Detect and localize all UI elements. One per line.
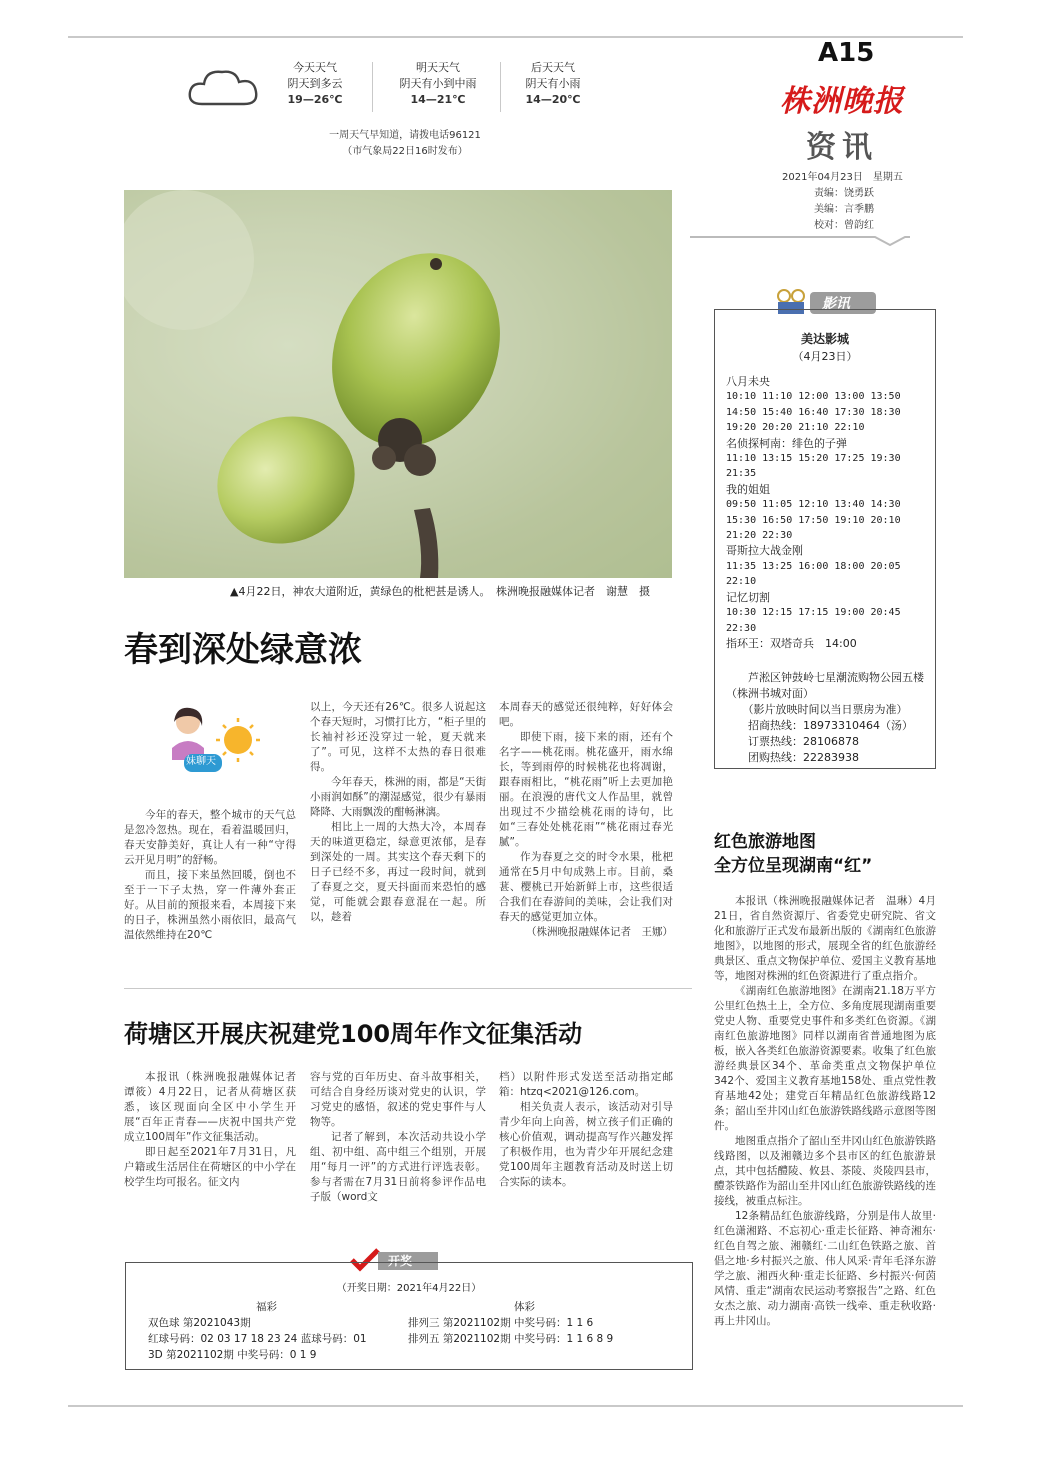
fucai-line: 3D 第2021102期 中奖号码：0 1 9 (148, 1349, 317, 1361)
movie-times: 19:20 20:20 21:10 22:10 (726, 422, 865, 434)
group-hotline: 团购热线：22283938 (748, 751, 859, 764)
article2-title: 荷塘区开展庆祝建党100周年作文征集活动 (124, 1020, 583, 1048)
article1-paragraph: 今年春天，株洲的雨，都是“天街小雨润如酥”的潮湿感觉，很少有暴雨降降、大雨飘泼的酣畅淋漓。 (310, 776, 486, 818)
lottery-box (125, 1262, 693, 1370)
article1-col2 (310, 700, 486, 925)
ticai-label: 体彩 (514, 1301, 535, 1313)
article2-col1 (124, 1070, 307, 1190)
section-rule (124, 988, 692, 989)
movie-times: 09:50 11:05 12:10 13:40 14:30 (726, 499, 901, 511)
movie-times: 15:30 16:50 17:50 19:10 20:10 (726, 514, 901, 526)
article1-byline: （株洲晚报融媒体记者 王娜） (526, 926, 673, 938)
loquat-photo (124, 190, 672, 578)
editor-credit: 责编：饶勇跃 (814, 188, 874, 199)
weather-today-label: 今天天气 (293, 61, 337, 74)
movie-times: 11:35 13:25 16:00 18:00 20:05 (726, 560, 901, 572)
proof-credit: 校对：曾韵红 (814, 220, 874, 231)
article2-col3 (499, 1070, 673, 1190)
weather-after-desc: 阴天有小雨 (525, 77, 581, 90)
article3-paragraph: 《湖南红色旅游地图》在湖南21.18万平方公里红色热土上，全方位、多角度展现湖南重要党史人物、重要党史事件和多类红色资源。《湖南红色旅游地图》同样以湖南省普通地图为底板，嵌入各类红色旅游资源要素。收集了红色旅游经典景区34个、革命类重点文物保护单位342个、爱国主义教育基地158处、重点党性教育基地42处；建党百年精品红色旅游线路12条；韶山至井冈山红色旅游铁路线路示意图等图件。 (714, 985, 936, 1132)
fucai-line: 双色球 第2021043期 (148, 1317, 251, 1329)
newspaper-brand: 株洲晚报 (780, 84, 904, 119)
movie-times: 22:30 (726, 622, 757, 634)
weather-cloud-icon (184, 64, 264, 110)
cinema-date: （4月23日） (792, 350, 858, 363)
article1-paragraph: 以上，今天还有26℃。很多人说起这个春天短时，习惯打比方，“柜子里的长袖衬衫还没穿过一轮，夏天就来了”。可见，这样不太热的春日很难得。 (310, 701, 486, 773)
movie-title: 名侦探柯南：绯色的子弹 (726, 436, 847, 450)
ticket-hotline: 订票热线：28106878 (748, 735, 859, 748)
article2-col2 (310, 1070, 486, 1205)
article2-paragraph: 本报讯（株洲晚报融媒体记者 谭筱）4月22日，记者从荷塘区获悉，该区现面向全区中小学生开展“百年正青春——庆祝中国共产党成立100周年”作文征集活动。 (124, 1071, 307, 1143)
masthead-meta (782, 170, 932, 234)
article1-paragraph: 今年的春天，整个城市的天气总是忽冷忽热。现在，看着温暖回归，春天安静美好，真让人有一种“守得云开见月明”的舒畅。 (124, 809, 296, 866)
article3-title-line2: 全方位呈现湖南“红” (714, 856, 873, 876)
biz-hotline: 招商热线：18973310464（汤） (748, 719, 913, 732)
designer-credit: 美编：言季鹏 (814, 204, 874, 215)
section-title: 资讯 (806, 130, 878, 165)
article1-col3 (499, 700, 673, 940)
ticai-line: 排列三 第2021102期 中奖号码：1 1 6 (408, 1317, 594, 1329)
lottery-badge-label: 开奖 (388, 1254, 413, 1268)
weather-hotline: 一周天气早知道，请拨电话96121 (329, 130, 481, 141)
article3-body (714, 894, 936, 1329)
column-label: 妹聊天 (186, 756, 216, 767)
movie-times: 22:10 (726, 576, 757, 588)
article1-paragraph: 作为春夏之交的时令水果，枇杷通常在5月中旬成熟上市。目前，桑葚、樱桃已开始新鲜上市，这些很适合我们在春游间的美味，会让我们对春天的感觉更加立体。 (499, 851, 673, 923)
cinema-address: 芦淞区钟鼓岭七星潮流购物公园五楼（株洲书城对面） (726, 671, 924, 700)
movie-title: 记忆切割 (726, 590, 770, 604)
movie-times: 21:35 (726, 468, 757, 480)
movie-times: 10:30 12:15 17:15 19:00 20:45 (726, 607, 901, 619)
fucai-line: 红球号码：02 03 17 18 23 24 蓝球号码：01 (148, 1333, 367, 1345)
issue-date: 2021年04月23日 星期五 (782, 172, 903, 183)
cinema-name: 美达影城 (800, 332, 849, 346)
movie-title: 指环王：双塔奇兵 14:00 (726, 636, 857, 650)
article1-col1 (124, 808, 296, 943)
article1-paragraph: 即使下雨，接下来的雨，还有个名字——桃花雨。桃花盛开，雨水绵长，等到雨停的时候桃花也将凋谢，跟春雨相比，“桃花雨”听上去更加艳丽。在浪漫的唐代文人作品里，就曾出现过不少描绘桃花雨的诗句，比如“三春处处桃花雨”“桃花雨过春光腻”。 (499, 731, 673, 848)
weather-tomorrow-desc: 阴天有小到中雨 (399, 77, 477, 90)
weather-divider (372, 62, 373, 112)
cinema-notice: （影片放映时间以当日票房为准） (742, 703, 908, 716)
weather-tomorrow (388, 60, 488, 108)
weather-tomorrow-label: 明天天气 (416, 61, 460, 74)
weather-today-desc: 阴天到多云 (287, 77, 343, 90)
fucai-results (148, 1315, 367, 1363)
masthead-arrow (690, 232, 910, 244)
article2-paragraph: 即日起至2021年7月31日，凡户籍或生活居住在荷塘区的中小学在校学生均可报名。征文内 (124, 1146, 296, 1188)
page-number: A15 (818, 38, 875, 68)
article2-paragraph: 档）以附件形式发送至活动指定邮箱：htzq<2021@126.com。 (499, 1071, 673, 1098)
cinema-listing (714, 309, 936, 769)
weather-tomorrow-temp: 14—21℃ (410, 93, 466, 106)
weather-today-temp: 19—26℃ (287, 93, 343, 106)
movie-times: 11:10 13:15 15:20 17:25 19:30 (726, 453, 901, 465)
cinema-badge-label: 影讯 (822, 296, 850, 312)
ticai-line: 排列五 第2021102期 中奖号码：1 1 6 8 9 (408, 1333, 614, 1345)
movie-times: 21:20 22:30 (726, 530, 793, 542)
movie-times: 14:50 15:40 16:40 17:30 18:30 (726, 406, 901, 418)
movie-title: 八月未央 (726, 375, 770, 388)
weather-today (270, 60, 360, 108)
weather-divider (500, 62, 501, 112)
article3-paragraph: 12条精品红色旅游线路，分别是伟人故里·红色潇湘路、不忘初心·重走长征路、神奇湘东·红色自驾之旅、湘赣红·二山红色铁路之旅、首倡之地·乡村振兴之旅、伟人风采·青年毛泽东游学之旅、湘西火种·重走长征路、乡村振兴·何茵风情、重走“湖南农民运动考察报告”之路、红色女杰之旅、动力湖南·高铁一线牵、重走秋收路·再上井冈山。 (714, 1210, 936, 1327)
article1-paragraph: 而且，接下来虽然回暖，倒也不至于一下子太热，穿一件薄外套正好。从目前的预报来看，本周接下来的日子，株洲虽然小雨依旧，最高气温依然维持在20℃ (124, 869, 296, 941)
article3-paragraph: 本报讯（株洲晚报融媒体记者 温琳）4月21日，省自然资源厅、省委党史研究院、省文化和旅游厅正式发布最新出版的《湖南红色旅游地图》，以地图的形式，展现全省的红色旅游经典景区、重点文物保护单位、爱国主义教育基地等，地图对株洲的红色资源进行了重点指介。 (714, 895, 936, 982)
movie-times: 10:10 11:10 12:00 13:00 13:50 (726, 391, 901, 403)
showtimes (726, 374, 901, 651)
movie-title: 我的姐姐 (726, 482, 770, 496)
cinema-contact (726, 670, 926, 766)
article3-paragraph: 地图重点指介了韶山至井冈山红色旅游铁路线路图，以及湘赣边多个县市区的红色旅游景点，其中包括醴陵、攸县、茶陵、炎陵四县市，醴茶铁路作为韶山至井冈山红色旅游铁路线的连接线，被重点标注。 (714, 1135, 936, 1207)
weather-after (508, 60, 598, 108)
weather-after-label: 后天天气 (531, 61, 575, 74)
article2-paragraph: 相关负责人表示，该活动对引导青少年向上向善，树立孩子们正确的核心价值观，调动提高写作兴趣发挥了积极作用，也为青少年开展纪念建党100周年主题教育活动及时送上切合实际的读本。 (499, 1101, 673, 1188)
bottom-rule (68, 1405, 963, 1407)
article2-paragraph: 容与党的百年历史、奋斗故事相关，可结合自身经历谈对党史的认识，学习党史的感悟，叙述的党史事件与人物等。 (310, 1071, 486, 1128)
movie-title: 哥斯拉大战金刚 (726, 544, 803, 558)
article1-paragraph: 本周春天的感觉还很纯粹，好好体会吧。 (499, 701, 673, 728)
article3-title-line1: 红色旅游地图 (714, 832, 816, 852)
ticai-results (408, 1315, 613, 1347)
photo-caption: ▲4月22日，神农大道附近，黄绿色的枇杷甚是诱人。 株洲晚报融媒体记者 谢慧 摄 (230, 585, 650, 598)
article3-title (714, 830, 872, 878)
article1-paragraph: 相比上一周的大热大冷，本周春天的味道更稳定，绿意更浓郁，是春到深处的一周。其实这个春天剩下的日子已经不多，再过一段时间，就到了春夏之交，夏天抖面而来恐怕的感觉，可能就会跟春意混在一起。所以，趁着 (310, 821, 486, 923)
lottery-draw-date: （开奖日期：2021年4月22日） (336, 1283, 482, 1294)
fucai-label: 福彩 (256, 1301, 277, 1313)
article2-paragraph: 记者了解到，本次活动共设小学组、初中组、高中组三个组别，开展用“每月一评”的方式进行评选表彰。参与者需在7月31日前将参评作品电子版（word文 (310, 1131, 486, 1203)
weather-issued: （市气象局22日16时发布） (342, 146, 468, 157)
weather-after-temp: 14—20℃ (525, 93, 581, 106)
article1-title: 春到深处绿意浓 (124, 630, 362, 670)
